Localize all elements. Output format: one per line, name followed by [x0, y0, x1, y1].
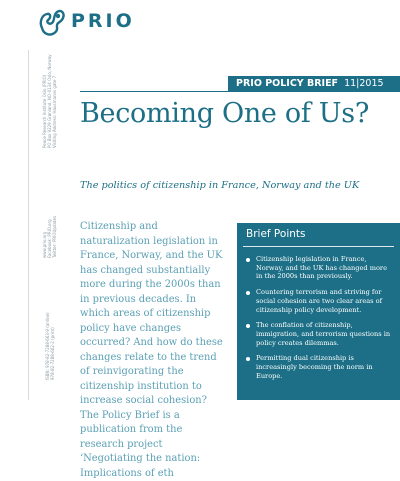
- brief-points-title: Brief Points: [246, 228, 306, 240]
- page-title: Becoming One of Us?: [80, 98, 369, 129]
- side-line: Peace Research Institute Oslo (PRIO): [42, 74, 47, 148]
- brief-point-text: The conflation of citizenship, immigration, and terrorism questions in policy creates dilemmas.: [256, 321, 391, 347]
- issue-number: 11|2015: [344, 78, 384, 89]
- intro-paragraph: Citizenship and naturalization legislation in France, Norway, and the UK has changed substantially more during the 2000s than in previous decades. In which areas of citizenship policy have changes occurred? And how do these changes relate to the trend of reinvigorating the citizenship institution to increase social cohesion? The Policy Brief is a publication from the research project ‘Negotiating the nation: Implications of eth: [80, 221, 223, 479]
- brief-points-box: [237, 223, 400, 400]
- side-address-block: [42, 54, 57, 148]
- side-line: Facebook: PRIO.org: [47, 219, 52, 258]
- header-rule: [80, 91, 400, 92]
- side-line: ISBN: 978-82-7288-663-9 (online): [45, 312, 50, 380]
- prio-logo-icon: [36, 6, 68, 38]
- brief-point-text: Countering terrorism and striving for social cohesion are two clear areas of citizenship policy development.: [256, 288, 383, 314]
- side-line: 978-82-7288-662-2 (print): [50, 327, 55, 380]
- side-web-block: [42, 216, 57, 258]
- side-isbn-block: [45, 312, 55, 380]
- side-line: Twitter: PRIOUpdates: [52, 215, 57, 258]
- list-item: [246, 255, 394, 281]
- page-subtitle: The politics of citizenship in France, Norway and the UK: [80, 180, 360, 191]
- brief-point-text: Permitting dual citizenship is increasingly becoming the norm in Europe.: [256, 354, 373, 380]
- bullet-icon: [246, 324, 250, 328]
- list-item: [246, 321, 394, 347]
- side-line: PO Box 9229 Grønland, NO-0134 Oslo, Norway: [47, 54, 52, 148]
- list-item: [246, 288, 394, 314]
- bullet-icon: [246, 357, 250, 361]
- brief-points-divider: [243, 246, 394, 247]
- margin-divider: [28, 50, 29, 400]
- prio-logo[interactable]: [36, 6, 176, 36]
- side-line: Visiting Address: Hausmanns gate 7: [52, 75, 57, 148]
- policy-brief-bar: [228, 76, 400, 92]
- logo-text: PRIO: [71, 10, 135, 32]
- brief-point-text: Citizenship legislation in France, Norway, and the UK has changed more in the 2000s than previously.: [256, 255, 387, 281]
- bullet-icon: [246, 258, 250, 262]
- side-line: www.prio.org: [42, 231, 47, 258]
- series-label: PRIO POLICY BRIEF: [236, 78, 339, 89]
- list-item: [246, 354, 394, 380]
- bullet-icon: [246, 291, 250, 295]
- brief-points-list: [237, 247, 400, 380]
